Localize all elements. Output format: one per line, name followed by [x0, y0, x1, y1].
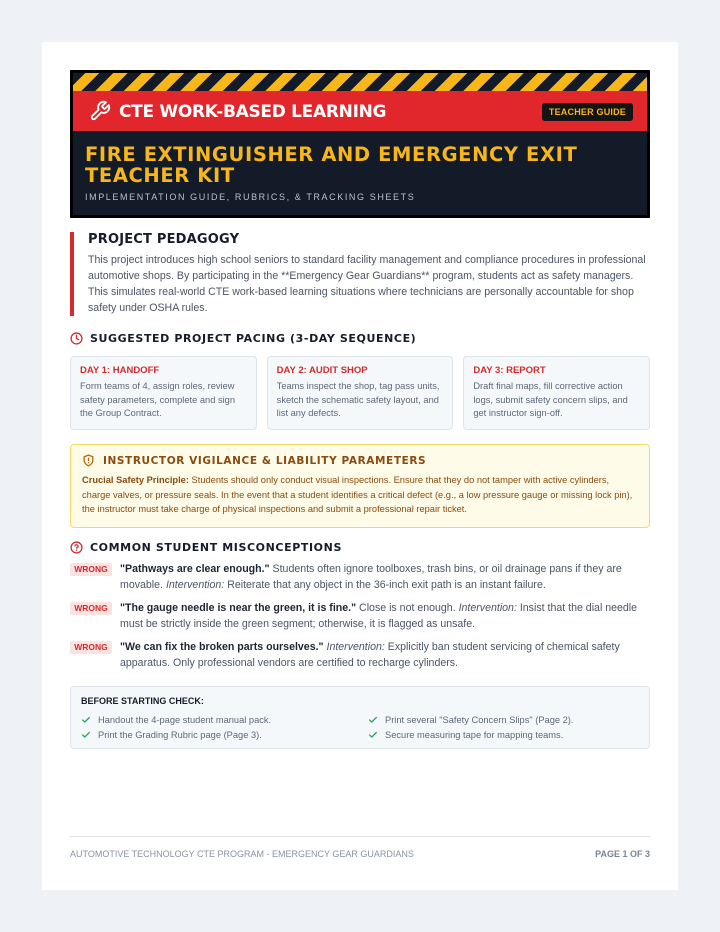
misconception-explain: Students often ignore toolboxes, trash bins, or oil drainage pans if they are movable.	[120, 563, 622, 591]
vigilance-heading-text: INSTRUCTOR VIGILANCE & LIABILITY PARAMETERS	[103, 454, 427, 467]
checklist-grid	[81, 713, 639, 741]
vigilance-heading	[82, 454, 638, 467]
brand-bar	[73, 91, 647, 131]
checklist-item	[81, 728, 368, 741]
intervention-text: Reiterate that any object in the 36-inch exit path is an instant failure.	[224, 579, 546, 591]
checklist-box	[70, 686, 650, 749]
checklist-item	[81, 713, 368, 726]
wrong-tag: WRONG	[70, 641, 112, 654]
misconception-text	[120, 600, 650, 632]
vigilance-lead: Crucial Safety Principle:	[82, 475, 189, 485]
hazard-stripes	[73, 73, 647, 91]
vigilance-text: Students should only conduct visual inspections. Ensure that they do not tamper with active cylinders, charge valves, or pressure seals. In the event that a student identifies a critical defect (e.g., a low pressure gauge or missing lock pin), the instructor must take charge of physical inspections and submit a professional repair ticket.	[82, 475, 633, 514]
misconception-text	[120, 561, 650, 593]
day-title: DAY 1: HANDOFF	[80, 365, 160, 376]
header-banner	[70, 70, 650, 218]
checklist-item-label: Handout the 4-page student manual pack.	[98, 714, 272, 725]
day-cards	[70, 356, 650, 430]
pedagogy-heading: PROJECT PEDAGOGY	[88, 232, 240, 247]
misconception-quote: "The gauge needle is near the green, it is fine."	[120, 602, 357, 614]
misconception-quote: "Pathways are clear enough."	[120, 563, 270, 575]
title-line-2: TEACHER KIT	[85, 164, 235, 187]
checklist-item	[368, 728, 639, 741]
intervention-label: Intervention:	[458, 602, 517, 614]
wrong-tag: WRONG	[70, 563, 112, 576]
misconception-item	[70, 600, 650, 632]
checklist-heading: BEFORE STARTING CHECK:	[81, 696, 204, 706]
document-page	[42, 42, 678, 890]
misconceptions-heading-text: COMMON STUDENT MISCONCEPTIONS	[90, 541, 342, 554]
question-circle-icon	[70, 541, 83, 554]
day-desc: Draft final maps, fill corrective action logs, submit safety concern slips, and get instructor sign-off.	[473, 381, 628, 418]
day-title: DAY 2: AUDIT SHOP	[276, 365, 368, 376]
check-icon	[368, 715, 378, 725]
day-title: DAY 3: REPORT	[473, 365, 546, 376]
page-footer	[70, 836, 650, 859]
checklist-item-label: Print the Grading Rubric page (Page 3).	[98, 729, 262, 740]
pacing-heading	[70, 332, 416, 345]
day-card	[70, 356, 257, 430]
footer-program: AUTOMOTIVE TECHNOLOGY CTE PROGRAM - EMERGENCY GEAR GUARDIANS	[70, 849, 414, 859]
checklist-item	[368, 713, 639, 726]
misconceptions-heading	[70, 541, 342, 554]
intervention-label: Intervention:	[326, 641, 385, 653]
wrong-tag: WRONG	[70, 602, 112, 615]
check-icon	[81, 730, 91, 740]
misconception-text	[120, 639, 650, 671]
pedagogy-section	[70, 232, 650, 316]
day-desc: Teams inspect the shop, tag pass units, sketch the schematic safety layout, and list any defects.	[276, 381, 440, 418]
intervention-text: Insist that the dial needle must be strictly inside the green segment; otherwise, it is flagged as unsafe.	[120, 602, 638, 630]
misconception-quote: "We can fix the broken parts ourselves."	[120, 641, 324, 653]
clock-icon	[70, 332, 83, 345]
day-card	[463, 356, 650, 430]
vigilance-callout	[70, 444, 650, 528]
shield-alert-icon	[82, 454, 95, 467]
checklist-item-label: Secure measuring tape for mapping teams.	[385, 729, 564, 740]
wrench-icon	[89, 100, 111, 122]
day-card	[267, 356, 454, 430]
pacing-heading-text: SUGGESTED PROJECT PACING (3-DAY SEQUENCE)	[90, 332, 417, 345]
teacher-guide-badge: TEACHER GUIDE	[542, 103, 633, 121]
intervention-text: Explicitly ban student servicing of chemical safety apparatus. Only professional vendors are certified to recharge cylinders.	[120, 641, 620, 669]
title-line-1: FIRE EXTINGUISHER AND EMERGENCY EXIT	[85, 143, 578, 166]
checklist-item-label: Print several "Safety Concern Slips" (Page 2).	[385, 714, 574, 725]
document-title	[85, 144, 577, 186]
misconception-explain: Close is not enough.	[356, 602, 459, 614]
vigilance-body	[82, 473, 638, 517]
misconception-item	[70, 639, 650, 671]
pedagogy-body: This project introduces high school seniors to standard facility management and compliance procedures in professional automotive shops. By participating in the **Emergency Gear Guardians** program, students act as safety managers. This simulates real-world CTE work-based learning situations where technicians are personally accountable for shop safety under OSHA rules.	[88, 254, 646, 314]
check-icon	[368, 730, 378, 740]
page-number: PAGE 1 OF 3	[595, 849, 650, 859]
misconception-item	[70, 561, 650, 593]
brand-title: CTE WORK-BASED LEARNING	[119, 102, 387, 122]
check-icon	[81, 715, 91, 725]
intervention-label: Intervention:	[165, 579, 225, 591]
day-desc: Form teams of 4, assign roles, review safety parameters, complete and sign the Group Contract.	[80, 381, 236, 418]
document-subtitle: IMPLEMENTATION GUIDE, RUBRICS, & TRACKING SHEETS	[85, 192, 416, 202]
